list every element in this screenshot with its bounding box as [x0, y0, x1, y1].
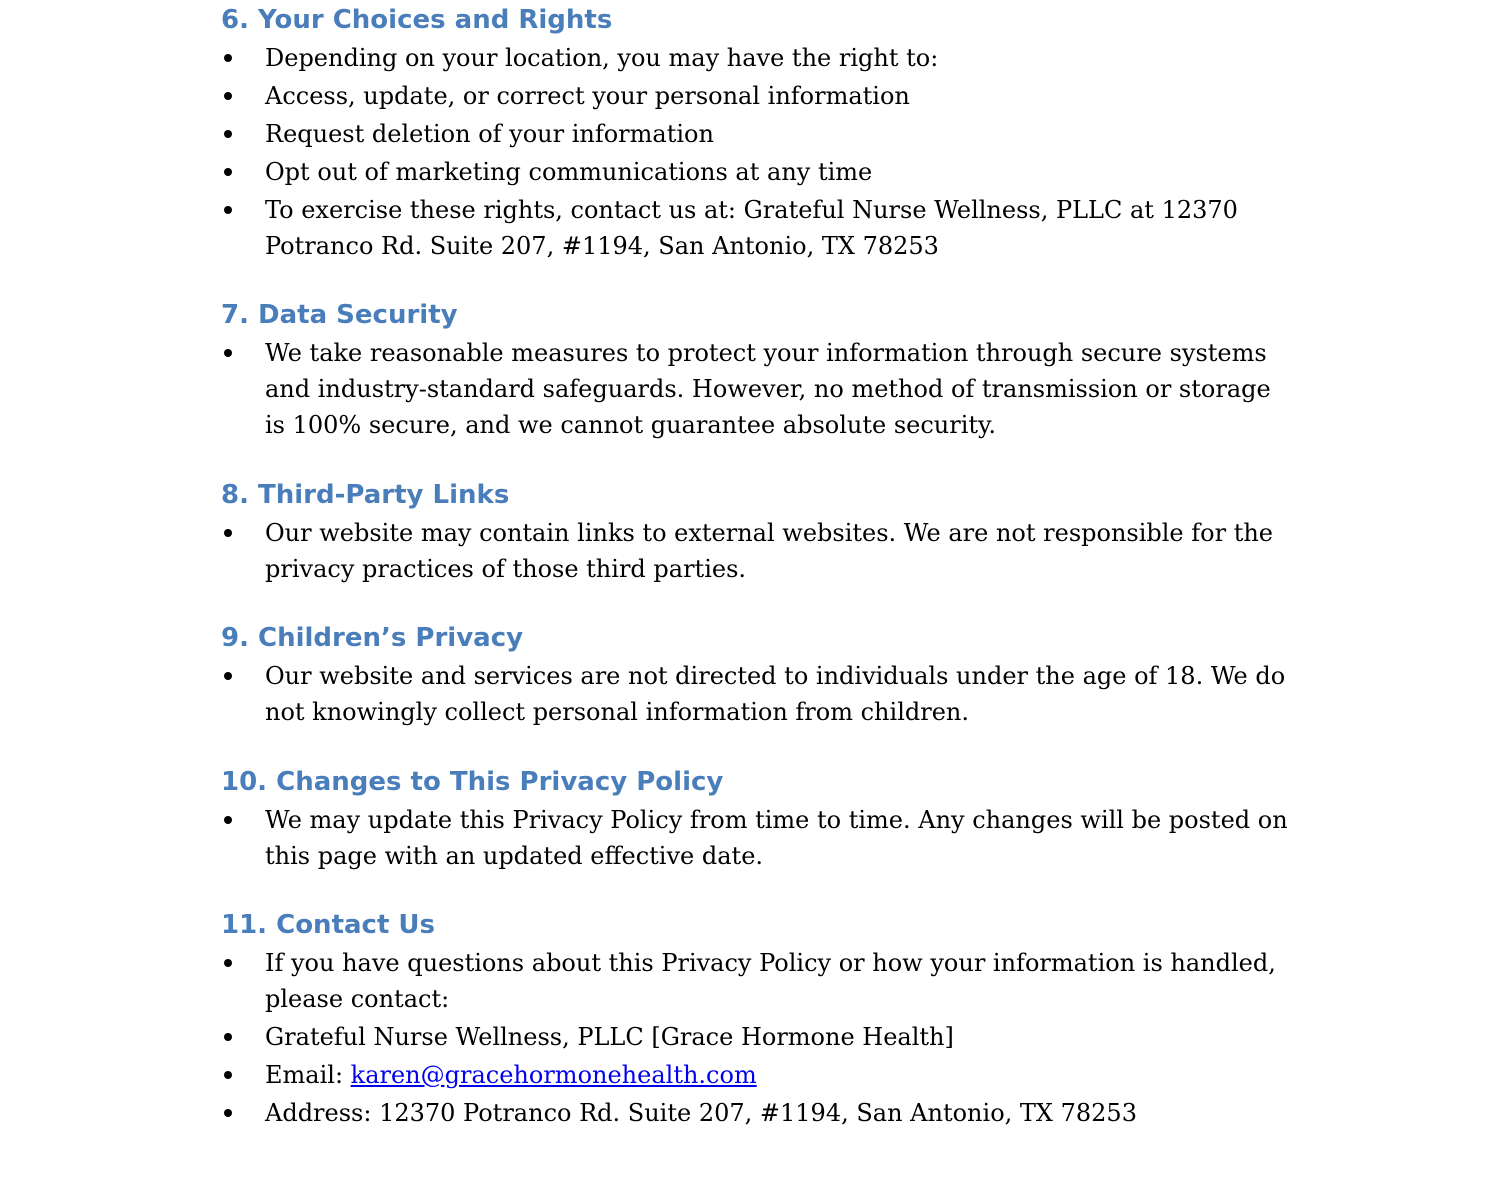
bullet-icon — [224, 1109, 232, 1117]
list-item-text: Our website and services are not directed to individuals under the age of 18. We do not knowingly collect personal information from children. — [265, 662, 1286, 726]
list-item — [221, 945, 1291, 1017]
section-heading: 9. Children’s Privacy — [221, 623, 524, 653]
list-item-text: We take reasonable measures to protect your information through secure systems and industry-standard safeguards. However, no method of transmission or storage is 100% secure, and we cannot guarantee absolute security. — [265, 339, 1271, 439]
bullet-icon — [224, 168, 232, 176]
email-label: Email: — [265, 1061, 351, 1089]
bullet-icon — [224, 1071, 232, 1079]
list-item-text: We may update this Privacy Policy from time to time. Any changes will be posted on this page with an updated effective date. — [265, 806, 1288, 870]
bullet-icon — [224, 959, 232, 967]
list-item-text: Grateful Nurse Wellness, PLLC [Grace Hormone Health] — [265, 1023, 954, 1051]
bullet-icon — [224, 54, 232, 62]
bullet-list — [221, 335, 1291, 443]
section-heading: 7. Data Security — [221, 300, 458, 330]
bullet-icon — [224, 206, 232, 214]
email-link[interactable]: karen@gracehormonehealth.com — [350, 1061, 757, 1089]
section-heading: 8. Third-Party Links — [221, 480, 510, 510]
list-item — [221, 658, 1291, 730]
section-heading: 11. Contact Us — [221, 910, 436, 940]
section-choices-and-rights — [221, 0, 1291, 266]
bullet-list — [221, 658, 1291, 730]
bullet-list — [221, 945, 1291, 1131]
list-item — [221, 1019, 1291, 1055]
list-item — [221, 78, 1291, 114]
bullet-icon — [224, 672, 232, 680]
list-item — [221, 40, 1291, 76]
list-item-text: Our website may contain links to external websites. We are not responsible for the privacy practices of those third parties. — [265, 519, 1273, 583]
section-contact-us — [221, 905, 1291, 1133]
section-third-party-links — [221, 475, 1291, 589]
bullet-icon — [224, 1033, 232, 1041]
list-item-email — [221, 1057, 1291, 1093]
list-item — [221, 335, 1291, 443]
list-item-text: Access, update, or correct your personal information — [265, 82, 910, 110]
list-item — [221, 515, 1291, 587]
bullet-list — [221, 40, 1291, 264]
bullet-icon — [224, 816, 232, 824]
list-item-address — [221, 1095, 1291, 1131]
section-data-security — [221, 295, 1291, 445]
address-text: Address: 12370 Potranco Rd. Suite 207, #1194, San Antonio, TX 78253 — [265, 1099, 1137, 1127]
list-item — [221, 154, 1291, 190]
list-item-text: To exercise these rights, contact us at: Grateful Nurse Wellness, PLLC at 12370 Potranco Rd. Suite 207, #1194, San Antonio, TX 78253 — [265, 196, 1238, 260]
bullet-icon — [224, 92, 232, 100]
list-item-text: Request deletion of your information — [265, 120, 714, 148]
list-item — [221, 802, 1291, 874]
list-item — [221, 116, 1291, 152]
section-childrens-privacy — [221, 618, 1291, 732]
bullet-list — [221, 515, 1291, 587]
bullet-list — [221, 802, 1291, 874]
bullet-icon — [224, 130, 232, 138]
list-item — [221, 192, 1291, 264]
section-heading: 6. Your Choices and Rights — [221, 5, 613, 35]
section-heading: 10. Changes to This Privacy Policy — [221, 767, 724, 797]
list-item-text: Opt out of marketing communications at any time — [265, 158, 873, 186]
section-policy-changes — [221, 762, 1291, 876]
bullet-icon — [224, 529, 232, 537]
bullet-icon — [224, 349, 232, 357]
list-item-text: If you have questions about this Privacy Policy or how your information is handled, please contact: — [265, 949, 1276, 1013]
list-item-text: Depending on your location, you may have the right to: — [265, 44, 939, 72]
